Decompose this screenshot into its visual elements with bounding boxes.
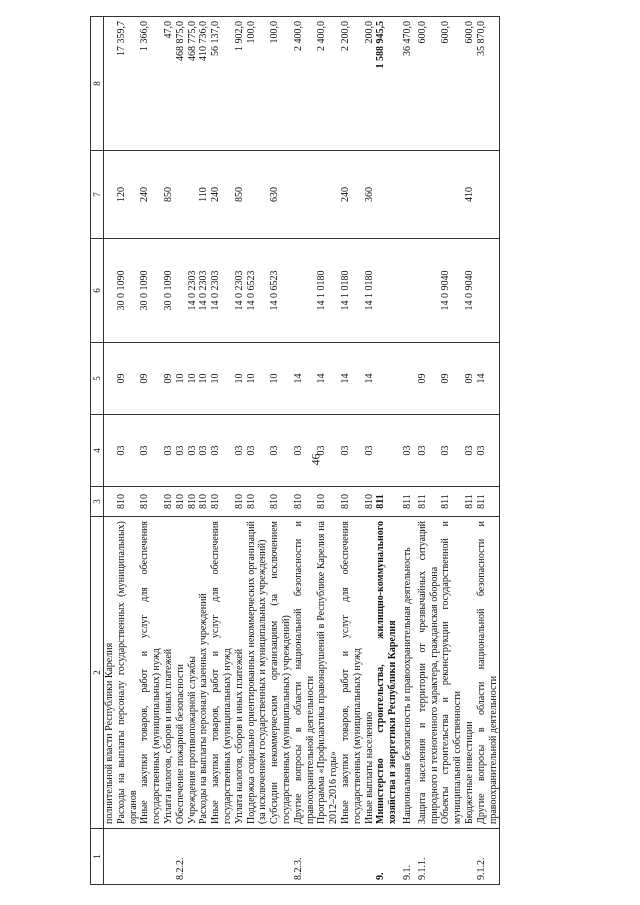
row-amount: 47,0: [163, 17, 175, 151]
table-row: [476, 17, 500, 885]
row-section-code: 03: [139, 415, 163, 487]
row-expense-type: 120: [116, 151, 140, 239]
row-number: 8.2.3.: [293, 829, 317, 885]
row-name: Иные выплаты населению: [364, 517, 376, 829]
row-section-code: 03: [210, 415, 234, 487]
row-number: [210, 829, 234, 885]
row-target-code: 14 0 6523: [246, 239, 270, 343]
table-row: [293, 17, 317, 885]
row-chapter-code: 811: [476, 487, 500, 517]
row-name: Поддержка социально ориентированных некоммерческих организаций (за исключением государственных и муниципальных учреждений): [246, 517, 270, 829]
row-subsection-code: [399, 343, 414, 415]
row-name: Другие вопросы в области национальной безопасности и правоохранительной деятельности: [293, 517, 317, 829]
header-col-6: 6: [91, 239, 104, 343]
row-expense-type: [476, 151, 500, 239]
row-subsection-code: 14: [293, 343, 317, 415]
row-section-code: 03: [440, 415, 464, 487]
row-subsection-code: 09: [440, 343, 464, 415]
header-col-8: 8: [91, 17, 104, 151]
table-row: [399, 17, 414, 885]
row-target-code: 30 0 1090: [139, 239, 163, 343]
table-row: [440, 17, 464, 885]
table-row: [375, 17, 399, 885]
row-target-code: [293, 239, 317, 343]
row-chapter-code: 810: [316, 487, 340, 517]
row-section-code: 03: [163, 415, 175, 487]
table-row: [464, 17, 476, 885]
row-expense-type: [104, 151, 116, 239]
row-expense-type: [399, 151, 414, 239]
table-row: [175, 17, 187, 885]
table-body: [104, 17, 500, 885]
header-col-1: 1: [91, 829, 104, 885]
row-number: [246, 829, 270, 885]
row-amount: 600,0: [464, 17, 476, 151]
rotated-table-container: [90, 17, 612, 885]
row-amount: 468 875,0: [175, 17, 187, 151]
header-col-7: 7: [91, 151, 104, 239]
row-chapter-code: 810: [364, 487, 376, 517]
row-section-code: 03: [234, 415, 246, 487]
table-row: [198, 17, 210, 885]
row-amount: 56 137,0: [210, 17, 234, 151]
row-amount: 2 400,0: [293, 17, 317, 151]
row-target-code: [375, 239, 399, 343]
row-chapter-code: 811: [464, 487, 476, 517]
row-chapter-code: 811: [440, 487, 464, 517]
row-amount: 35 870,0: [476, 17, 500, 151]
row-name: Иные закупки товаров, работ и услуг для обеспечения государственных (муниципальных) нужд: [139, 517, 163, 829]
row-chapter-code: 811: [375, 487, 399, 517]
row-amount: 1 366,0: [139, 17, 163, 151]
row-subsection-code: [104, 343, 116, 415]
row-expense-type: [187, 151, 199, 239]
table-row: [316, 17, 340, 885]
row-number: [340, 829, 364, 885]
row-amount: 600,0: [440, 17, 464, 151]
row-section-code: 03: [316, 415, 340, 487]
row-target-code: [476, 239, 500, 343]
row-number: 9.1.1.: [414, 829, 441, 885]
header-col-4: 4: [91, 415, 104, 487]
row-chapter-code: 810: [246, 487, 270, 517]
row-subsection-code: 14: [316, 343, 340, 415]
row-expense-type: [175, 151, 187, 239]
row-number: [464, 829, 476, 885]
header-col-2: 2: [91, 517, 104, 829]
row-number: [187, 829, 199, 885]
row-target-code: [414, 239, 441, 343]
row-target-code: 14 0 2303: [210, 239, 234, 343]
row-subsection-code: 14: [476, 343, 500, 415]
row-target-code: [104, 239, 116, 343]
row-name: Обеспечение пожарной безопасности: [175, 517, 187, 829]
row-chapter-code: 810: [269, 487, 293, 517]
row-subsection-code: 10: [187, 343, 199, 415]
row-chapter-code: 810: [163, 487, 175, 517]
row-name: Бюджетные инвестиции: [464, 517, 476, 829]
row-target-code: [399, 239, 414, 343]
row-name: Иные закупки товаров, работ и услуг для обеспечения государственных (муниципальных) нужд: [210, 517, 234, 829]
row-name: Субсидии некоммерческим организациям (за исключением государственных (муниципальных) учреждений): [269, 517, 293, 829]
table-row: [187, 17, 199, 885]
row-expense-type: [414, 151, 441, 239]
row-section-code: 03: [476, 415, 500, 487]
row-expense-type: [293, 151, 317, 239]
row-subsection-code: 09: [414, 343, 441, 415]
row-expense-type: 110: [198, 151, 210, 239]
row-amount: 17 359,7: [116, 17, 140, 151]
row-expense-type: [316, 151, 340, 239]
row-name: Национальная безопасность и правоохранительная деятельность: [399, 517, 414, 829]
table-row: [269, 17, 293, 885]
row-chapter-code: 810: [116, 487, 140, 517]
table-row: [340, 17, 364, 885]
row-section-code: 03: [246, 415, 270, 487]
table-row: [104, 17, 116, 885]
row-number: [198, 829, 210, 885]
row-section-code: 03: [464, 415, 476, 487]
row-target-code: 14 1 0180: [316, 239, 340, 343]
row-target-code: 14 0 9040: [464, 239, 476, 343]
row-name: Расходы на выплаты персоналу казенных учреждений: [198, 517, 210, 829]
row-expense-type: 850: [234, 151, 246, 239]
row-chapter-code: 811: [399, 487, 414, 517]
row-name: Объекты строительства и реконструкции государственной и муниципальной собственности: [440, 517, 464, 829]
header-col-3: 3: [91, 487, 104, 517]
row-subsection-code: [375, 343, 399, 415]
row-chapter-code: [104, 487, 116, 517]
row-expense-type: 240: [139, 151, 163, 239]
row-number: [316, 829, 340, 885]
row-expense-type: [440, 151, 464, 239]
row-number: [364, 829, 376, 885]
row-number: [163, 829, 175, 885]
row-number: [234, 829, 246, 885]
row-number: [440, 829, 464, 885]
row-amount: 2 400,0: [316, 17, 340, 151]
row-name: Уплата налогов, сборов и иных платежей: [163, 517, 175, 829]
row-section-code: 03: [269, 415, 293, 487]
table-row: [210, 17, 234, 885]
row-amount: 600,0: [414, 17, 441, 151]
row-section-code: 03: [399, 415, 414, 487]
row-subsection-code: 10: [175, 343, 187, 415]
row-chapter-code: 810: [175, 487, 187, 517]
row-expense-type: 240: [210, 151, 234, 239]
row-amount: 1 588 945,5: [375, 17, 399, 151]
row-amount: 36 470,0: [399, 17, 414, 151]
row-amount: 100,0: [269, 17, 293, 151]
header-row: [91, 17, 104, 885]
page-number: 46: [308, 453, 323, 466]
row-target-code: 14 0 6523: [269, 239, 293, 343]
row-target-code: 30 0 1090: [116, 239, 140, 343]
row-subsection-code: 09: [464, 343, 476, 415]
row-name: Программа «Профилактика правонарушений в Республике Карелия на 2012–2016 годы»: [316, 517, 340, 829]
row-subsection-code: 10: [246, 343, 270, 415]
table-row: [246, 17, 270, 885]
row-section-code: 03: [116, 415, 140, 487]
row-number: [269, 829, 293, 885]
row-amount: [104, 17, 116, 151]
row-expense-type: [246, 151, 270, 239]
row-section-code: 03: [293, 415, 317, 487]
row-target-code: 14 1 0180: [340, 239, 364, 343]
row-chapter-code: 810: [234, 487, 246, 517]
row-subsection-code: 14: [364, 343, 376, 415]
row-expense-type: 360: [364, 151, 376, 239]
row-name: Уплата налогов, сборов и иных платежей: [234, 517, 246, 829]
row-number: [104, 829, 116, 885]
row-chapter-code: 810: [340, 487, 364, 517]
row-number: 9.1.2.: [476, 829, 500, 885]
row-subsection-code: 09: [163, 343, 175, 415]
row-subsection-code: 10: [234, 343, 246, 415]
row-expense-type: 410: [464, 151, 476, 239]
row-target-code: 30 0 1090: [163, 239, 175, 343]
row-section-code: 03: [187, 415, 199, 487]
row-number: [139, 829, 163, 885]
row-subsection-code: 10: [198, 343, 210, 415]
row-expense-type: 630: [269, 151, 293, 239]
row-amount: 410 736,0: [198, 17, 210, 151]
row-chapter-code: 810: [187, 487, 199, 517]
row-target-code: 14 0 9040: [440, 239, 464, 343]
row-subsection-code: 10: [269, 343, 293, 415]
row-chapter-code: 810: [210, 487, 234, 517]
row-name: Учреждения противопожарной службы: [187, 517, 199, 829]
row-number: [116, 829, 140, 885]
row-name: полнительной власти Республики Карелия: [104, 517, 116, 829]
row-amount: 100,0: [246, 17, 270, 151]
row-name: Иные закупки товаров, работ и услуг для обеспечения государственных (муниципальных) нужд: [340, 517, 364, 829]
table-row: [116, 17, 140, 885]
row-number: 9.1.: [399, 829, 414, 885]
row-section-code: [375, 415, 399, 487]
row-target-code: [175, 239, 187, 343]
row-target-code: 14 1 0180: [364, 239, 376, 343]
header-col-5: 5: [91, 343, 104, 415]
row-target-code: 14 0 2303: [187, 239, 199, 343]
budget-table: [90, 16, 500, 885]
table-row: [364, 17, 376, 885]
row-subsection-code: 09: [116, 343, 140, 415]
row-amount: 1 902,0: [234, 17, 246, 151]
row-name: Защита населения и территории от чрезвычайных ситуаций природного и техногенного характера, гражданская оборона: [414, 517, 441, 829]
row-amount: 200,0: [364, 17, 376, 151]
row-section-code: 03: [414, 415, 441, 487]
row-section-code: 03: [175, 415, 187, 487]
row-name: Другие вопросы в области национальной безопасности и правоохранительной деятельности: [476, 517, 500, 829]
row-target-code: 14 0 2303: [198, 239, 210, 343]
row-subsection-code: 09: [139, 343, 163, 415]
row-section-code: [104, 415, 116, 487]
row-expense-type: [375, 151, 399, 239]
table-row: [163, 17, 175, 885]
row-section-code: 03: [340, 415, 364, 487]
row-subsection-code: 14: [340, 343, 364, 415]
row-name: Министерство строительства, жилищно-коммунального хозяйства и энергетики Республики Карелия: [375, 517, 399, 829]
row-section-code: 03: [364, 415, 376, 487]
row-chapter-code: 810: [293, 487, 317, 517]
row-expense-type: 240: [340, 151, 364, 239]
row-name: Расходы на выплаты персоналу государственных (муниципальных) органов: [116, 517, 140, 829]
table-row: [234, 17, 246, 885]
row-target-code: 14 0 2303: [234, 239, 246, 343]
table-row: [139, 17, 163, 885]
row-expense-type: 850: [163, 151, 175, 239]
row-chapter-code: 810: [139, 487, 163, 517]
table-row: [414, 17, 441, 885]
row-chapter-code: 811: [414, 487, 441, 517]
row-number: 9.: [375, 829, 399, 885]
row-section-code: 03: [198, 415, 210, 487]
row-amount: 2 200,0: [340, 17, 364, 151]
row-number: 8.2.2.: [175, 829, 187, 885]
row-amount: 468 775,0: [187, 17, 199, 151]
row-chapter-code: 810: [198, 487, 210, 517]
row-subsection-code: 10: [210, 343, 234, 415]
